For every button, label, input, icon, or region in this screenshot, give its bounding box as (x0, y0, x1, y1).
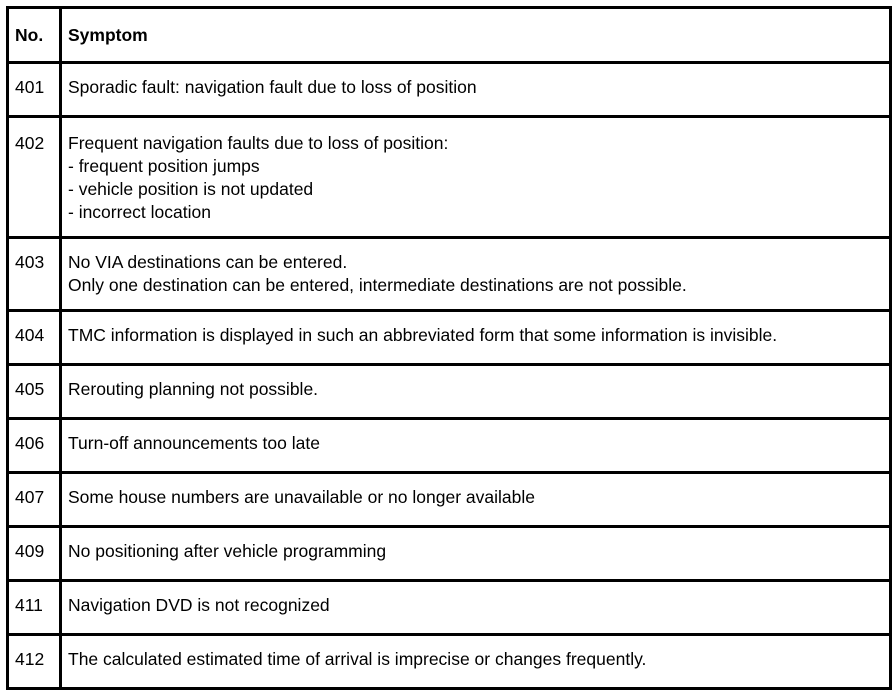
symptom-line: No VIA destinations can be entered. (68, 252, 348, 272)
row-symptom (61, 473, 891, 527)
symptom-line: Sporadic fault: navigation fault due to loss of position (68, 77, 477, 97)
table-row (8, 311, 891, 365)
row-symptom (61, 635, 891, 689)
row-symptom (61, 117, 891, 238)
table-row (8, 473, 891, 527)
table-row (8, 365, 891, 419)
symptom-line: Some house numbers are unavailable or no longer available (68, 487, 535, 507)
symptom-line: The calculated estimated time of arrival is imprecise or changes frequently. (68, 649, 647, 669)
table-row (8, 527, 891, 581)
row-symptom (61, 527, 891, 581)
row-number: 403 (8, 238, 61, 311)
row-number: 405 (8, 365, 61, 419)
row-number: 406 (8, 419, 61, 473)
table-row (8, 581, 891, 635)
symptom-line: Frequent navigation faults due to loss of position: (68, 133, 449, 153)
row-number: 409 (8, 527, 61, 581)
table-row (8, 238, 891, 311)
row-number: 402 (8, 117, 61, 238)
symptom-line: Turn-off announcements too late (68, 433, 320, 453)
table-row (8, 635, 891, 689)
row-number: 407 (8, 473, 61, 527)
table-row (8, 117, 891, 238)
symptom-table (6, 6, 892, 690)
row-number: 401 (8, 63, 61, 117)
row-symptom (61, 419, 891, 473)
row-symptom (61, 238, 891, 311)
symptom-line: - incorrect location (68, 202, 211, 222)
table-header-row (8, 8, 891, 63)
row-number: 404 (8, 311, 61, 365)
table-row (8, 419, 891, 473)
symptom-line: No positioning after vehicle programming (68, 541, 387, 561)
row-number: 412 (8, 635, 61, 689)
symptom-line: TMC information is displayed in such an abbreviated form that some information is invisible. (68, 325, 778, 345)
symptom-line: Only one destination can be entered, intermediate destinations are not possible. (68, 275, 687, 295)
row-number: 411 (8, 581, 61, 635)
symptom-line: - frequent position jumps (68, 156, 260, 176)
row-symptom (61, 63, 891, 117)
row-symptom (61, 581, 891, 635)
table-row (8, 63, 891, 117)
column-header-symptom: Symptom (61, 8, 891, 63)
symptom-line: - vehicle position is not updated (68, 179, 314, 199)
column-header-no: No. (8, 8, 61, 63)
symptom-line: Rerouting planning not possible. (68, 379, 319, 399)
symptom-line: Navigation DVD is not recognized (68, 595, 330, 615)
row-symptom (61, 311, 891, 365)
row-symptom (61, 365, 891, 419)
